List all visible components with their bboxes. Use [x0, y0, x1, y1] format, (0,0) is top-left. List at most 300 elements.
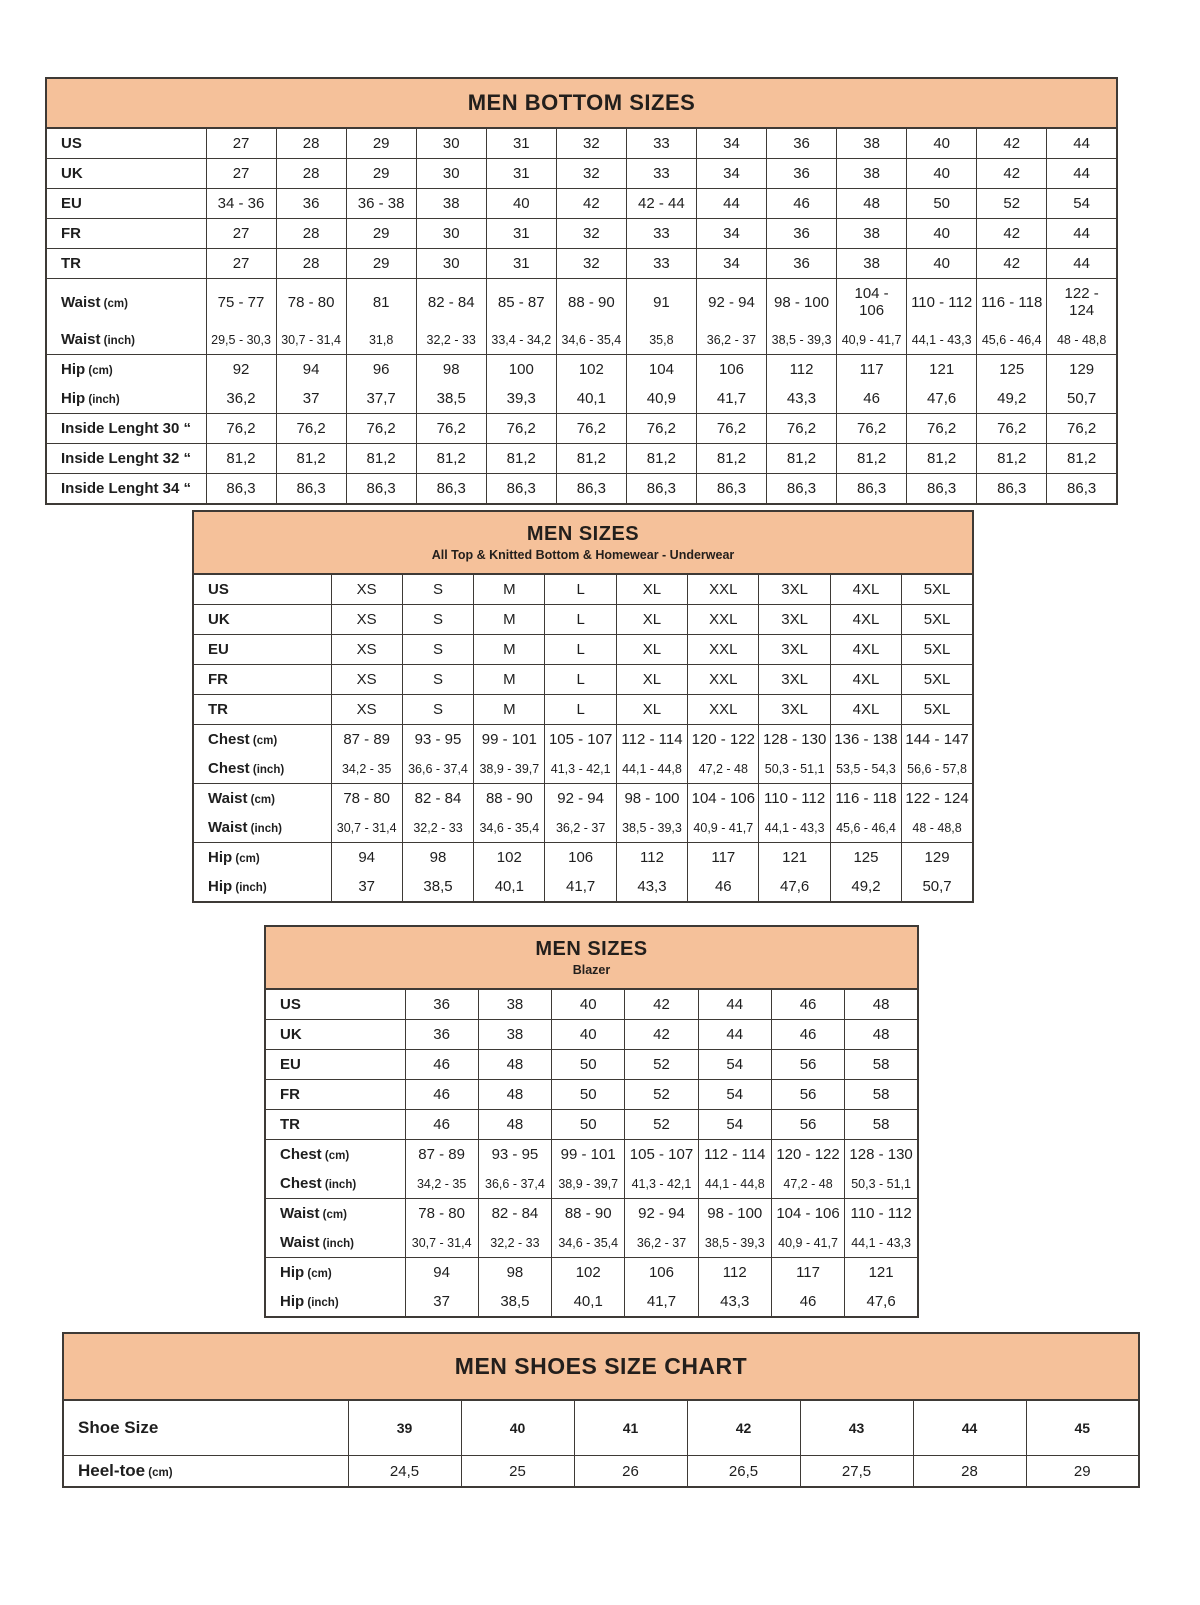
table-row	[265, 1199, 918, 1229]
cell-value: 94	[276, 355, 346, 385]
cell-value: 94	[331, 843, 402, 873]
cell-value: 117	[688, 843, 759, 873]
row-label-unit: (inch)	[232, 882, 267, 894]
table-title-text: MEN BOTTOM SIZES	[467, 90, 696, 115]
cell-value: 28	[913, 1456, 1026, 1488]
cell-value: 27	[206, 128, 276, 159]
table-title	[265, 926, 918, 989]
cell-value: 76,2	[556, 414, 626, 444]
cell-value: 116 - 118	[977, 279, 1047, 326]
table-row	[193, 843, 973, 873]
cell-value: 50,3 - 51,1	[845, 1169, 918, 1199]
cell-value: 48	[837, 189, 907, 219]
cell-value: 42	[977, 128, 1047, 159]
cell-value: 28	[276, 249, 346, 279]
cell-value: 4XL	[830, 665, 901, 695]
cell-value: XL	[616, 695, 687, 725]
cell-value: 36	[767, 249, 837, 279]
cell-value: 43,3	[767, 384, 837, 414]
cell-value: 112 - 114	[698, 1140, 771, 1170]
cell-value: 38,9 - 39,7	[552, 1169, 625, 1199]
cell-value: 81,2	[556, 444, 626, 474]
row-label-text: UK	[208, 611, 230, 628]
cell-value: 88 - 90	[556, 279, 626, 326]
cell-value: M	[474, 574, 545, 605]
cell-value: 98	[402, 843, 473, 873]
cell-value: 4XL	[830, 574, 901, 605]
cell-value: L	[545, 665, 616, 695]
cell-value: 40,1	[474, 872, 545, 902]
table-subtitle-text: All Top & Knitted Bottom & Homewear - Underwear	[431, 548, 735, 562]
cell-value: 58	[845, 1110, 918, 1140]
cell-value: 81,2	[276, 444, 346, 474]
table-row	[265, 1020, 918, 1050]
row-label-unit: (cm)	[321, 1150, 350, 1162]
cell-value: 86,3	[276, 474, 346, 505]
cell-value: 76,2	[696, 414, 766, 444]
cell-value: 94	[405, 1258, 478, 1288]
row-label	[265, 1228, 405, 1258]
cell-value: 43	[800, 1400, 913, 1456]
table-row	[63, 1400, 1139, 1456]
cell-value: 78 - 80	[405, 1199, 478, 1229]
cell-value: 28	[276, 219, 346, 249]
row-label	[46, 325, 206, 355]
cell-value: 112	[616, 843, 687, 873]
cell-value: 40	[907, 219, 977, 249]
cell-value: 27	[206, 249, 276, 279]
cell-value: 86,3	[206, 474, 276, 505]
cell-value: 144 - 147	[902, 725, 973, 755]
cell-value: 42	[625, 989, 698, 1020]
cell-value: 44,1 - 43,3	[907, 325, 977, 355]
row-label	[193, 605, 331, 635]
cell-value: 122 - 124	[902, 784, 973, 814]
cell-value: S	[402, 635, 473, 665]
cell-value: L	[545, 635, 616, 665]
cell-value: 46	[405, 1110, 478, 1140]
cell-value: 93 - 95	[402, 725, 473, 755]
row-label-unit: (cm)	[319, 1209, 347, 1221]
cell-value: 125	[977, 355, 1047, 385]
cell-value: 76,2	[206, 414, 276, 444]
cell-value: 49,2	[830, 872, 901, 902]
cell-value: 36 - 38	[346, 189, 416, 219]
cell-value: XS	[331, 665, 402, 695]
cell-value: 82 - 84	[402, 784, 473, 814]
cell-value: 38	[837, 219, 907, 249]
cell-value: 120 - 122	[771, 1140, 844, 1170]
cell-value: 36,6 - 37,4	[478, 1169, 551, 1199]
cell-value: L	[545, 574, 616, 605]
cell-value: 29	[346, 249, 416, 279]
cell-value: 37	[276, 384, 346, 414]
row-label	[193, 635, 331, 665]
cell-value: 34	[696, 249, 766, 279]
cell-value: 48	[478, 1110, 551, 1140]
table-row	[193, 813, 973, 843]
table-row	[46, 219, 1117, 249]
cell-value: 85 - 87	[486, 279, 556, 326]
table-title	[63, 1333, 1139, 1400]
table-row	[265, 1228, 918, 1258]
cell-value: 5XL	[902, 635, 973, 665]
cell-value: 129	[1047, 355, 1117, 385]
cell-value: 102	[552, 1258, 625, 1288]
table-row	[193, 754, 973, 784]
row-label-text: Chest	[280, 1146, 322, 1163]
cell-value: 45,6 - 46,4	[977, 325, 1047, 355]
row-label-text: Hip	[280, 1264, 305, 1281]
cell-value: 44	[913, 1400, 1026, 1456]
cell-value: 40,9	[626, 384, 696, 414]
cell-value: S	[402, 695, 473, 725]
row-label-text: Waist	[61, 331, 101, 348]
cell-value: 5XL	[902, 695, 973, 725]
row-label-text: FR	[208, 671, 228, 688]
cell-value: 33	[626, 128, 696, 159]
cell-value: 40	[907, 249, 977, 279]
row-label	[46, 189, 206, 219]
cell-value: 42	[977, 249, 1047, 279]
row-label-text: FR	[61, 225, 81, 242]
cell-value: 36	[405, 1020, 478, 1050]
cell-value: 47,6	[759, 872, 830, 902]
cell-value: 50,7	[1047, 384, 1117, 414]
cell-value: 82 - 84	[478, 1199, 551, 1229]
cell-value: 125	[830, 843, 901, 873]
cell-value: 4XL	[830, 605, 901, 635]
row-label	[46, 384, 206, 414]
cell-value: 36,2 - 37	[625, 1228, 698, 1258]
cell-value: 112	[767, 355, 837, 385]
cell-value: 120 - 122	[688, 725, 759, 755]
row-label	[265, 1110, 405, 1140]
cell-value: 40,9 - 41,7	[688, 813, 759, 843]
cell-value: 30,7 - 31,4	[331, 813, 402, 843]
cell-value: 48	[478, 1080, 551, 1110]
row-label-text: Hip	[280, 1293, 305, 1310]
cell-value: 99 - 101	[474, 725, 545, 755]
cell-value: 117	[837, 355, 907, 385]
row-label	[46, 219, 206, 249]
table-row	[46, 249, 1117, 279]
table-row	[265, 1287, 918, 1317]
row-label-text: Hip	[61, 361, 86, 378]
cell-value: 38,5	[402, 872, 473, 902]
cell-value: 31	[486, 128, 556, 159]
cell-value: 121	[907, 355, 977, 385]
table-row	[46, 325, 1117, 355]
row-label-text: Inside Lenght 32 “	[61, 450, 192, 467]
table-row	[46, 474, 1117, 505]
row-label-unit: (cm)	[100, 297, 128, 310]
cell-value: 38,5 - 39,3	[698, 1228, 771, 1258]
row-label	[265, 1169, 405, 1199]
men-sizes-blazer-table-grid	[264, 925, 919, 1318]
cell-value: M	[474, 605, 545, 635]
cell-value: 43,3	[616, 872, 687, 902]
cell-value: 46	[405, 1080, 478, 1110]
cell-value: 102	[474, 843, 545, 873]
cell-value: 47,6	[845, 1287, 918, 1317]
row-label-text: EU	[280, 1056, 301, 1073]
cell-value: 54	[1047, 189, 1117, 219]
cell-value: S	[402, 574, 473, 605]
table-row	[46, 189, 1117, 219]
cell-value: 86,3	[346, 474, 416, 505]
cell-value: 50	[552, 1110, 625, 1140]
cell-value: 38	[837, 249, 907, 279]
men-shoes-size-chart-table-grid	[62, 1332, 1140, 1488]
cell-value: 76,2	[907, 414, 977, 444]
cell-value: 36,2	[206, 384, 276, 414]
cell-value: 44	[698, 1020, 771, 1050]
cell-value: 36,2 - 37	[545, 813, 616, 843]
table-row	[193, 665, 973, 695]
cell-value: L	[545, 695, 616, 725]
cell-value: 34,6 - 35,4	[556, 325, 626, 355]
row-label-unit: (inch)	[321, 1179, 357, 1191]
row-label-unit: (cm)	[304, 1268, 332, 1280]
row-label-text: Inside Lenght 30 “	[61, 420, 192, 437]
row-label-text: EU	[61, 195, 82, 212]
cell-value: 38	[478, 989, 551, 1020]
row-label-text: Hip	[208, 878, 233, 895]
row-label	[46, 474, 206, 505]
row-label	[46, 159, 206, 189]
cell-value: 106	[625, 1258, 698, 1288]
row-label-unit: (cm)	[247, 794, 275, 806]
cell-value: 29	[346, 219, 416, 249]
cell-value: 36	[276, 189, 346, 219]
cell-value: 129	[902, 843, 973, 873]
cell-value: 39,3	[486, 384, 556, 414]
cell-value: 92 - 94	[545, 784, 616, 814]
table-row	[46, 159, 1117, 189]
table-row	[46, 355, 1117, 385]
cell-value: 117	[771, 1258, 844, 1288]
cell-value: 100	[486, 355, 556, 385]
cell-value: 36	[767, 159, 837, 189]
cell-value: 86,3	[767, 474, 837, 505]
cell-value: 86,3	[626, 474, 696, 505]
cell-value: 46	[837, 384, 907, 414]
cell-value: 86,3	[696, 474, 766, 505]
cell-value: 40,9 - 41,7	[837, 325, 907, 355]
table-row	[193, 784, 973, 814]
cell-value: XL	[616, 605, 687, 635]
cell-value: 87 - 89	[405, 1140, 478, 1170]
cell-value: 81,2	[837, 444, 907, 474]
row-label-unit: (cm)	[249, 735, 278, 747]
cell-value: 44	[1047, 128, 1117, 159]
cell-value: 47,2 - 48	[688, 754, 759, 784]
table-subtitle-text: Blazer	[572, 963, 611, 977]
cell-value: 29,5 - 30,3	[206, 325, 276, 355]
cell-value: 33,4 - 34,2	[486, 325, 556, 355]
men-sizes-top-underwear-table	[192, 510, 974, 903]
cell-value: 76,2	[626, 414, 696, 444]
row-label	[193, 695, 331, 725]
cell-value: 76,2	[416, 414, 486, 444]
cell-value: 81,2	[206, 444, 276, 474]
row-label-text: UK	[280, 1026, 302, 1043]
cell-value: 44	[1047, 249, 1117, 279]
cell-value: 110 - 112	[845, 1199, 918, 1229]
row-label-text: Waist	[208, 819, 248, 836]
cell-value: 96	[346, 355, 416, 385]
cell-value: 56	[771, 1050, 844, 1080]
row-label-unit: (inch)	[249, 764, 285, 776]
cell-value: 35,8	[626, 325, 696, 355]
row-label	[193, 784, 331, 814]
cell-value: 27,5	[800, 1456, 913, 1488]
cell-value: 44	[698, 989, 771, 1020]
cell-value: 38	[478, 1020, 551, 1050]
cell-value: 48 - 48,8	[1047, 325, 1117, 355]
table-row	[193, 695, 973, 725]
cell-value: 104 - 106	[771, 1199, 844, 1229]
cell-value: 81,2	[626, 444, 696, 474]
cell-value: 46	[767, 189, 837, 219]
row-label	[193, 813, 331, 843]
cell-value: 52	[977, 189, 1047, 219]
row-label	[265, 1140, 405, 1170]
cell-value: 31	[486, 159, 556, 189]
cell-value: 98	[478, 1258, 551, 1288]
cell-value: 30,7 - 31,4	[276, 325, 346, 355]
cell-value: 104	[626, 355, 696, 385]
cell-value: 40,1	[556, 384, 626, 414]
cell-value: 87 - 89	[331, 725, 402, 755]
cell-value: 31	[486, 219, 556, 249]
row-label-text: Chest	[208, 731, 250, 748]
row-label-text: FR	[280, 1086, 300, 1103]
cell-value: 86,3	[556, 474, 626, 505]
cell-value: 48	[845, 989, 918, 1020]
row-label-unit: (inch)	[100, 335, 135, 347]
cell-value: 50,3 - 51,1	[759, 754, 830, 784]
cell-value: 46	[771, 989, 844, 1020]
row-label-text: Hip	[208, 849, 233, 866]
cell-value: 48	[845, 1020, 918, 1050]
row-label	[193, 843, 331, 873]
cell-value: 98 - 100	[698, 1199, 771, 1229]
cell-value: 46	[405, 1050, 478, 1080]
row-label-text: US	[61, 135, 82, 152]
cell-value: 36	[767, 219, 837, 249]
cell-value: 34	[696, 219, 766, 249]
row-label-unit: (inch)	[319, 1238, 354, 1250]
table-title-text: MEN SIZES	[535, 938, 648, 960]
cell-value: 81,2	[767, 444, 837, 474]
row-label-unit: (inch)	[304, 1297, 339, 1309]
cell-value: 32,2 - 33	[478, 1228, 551, 1258]
cell-value: 76,2	[486, 414, 556, 444]
row-label	[46, 128, 206, 159]
cell-value: 81,2	[416, 444, 486, 474]
cell-value: 98 - 100	[767, 279, 837, 326]
cell-value: 121	[845, 1258, 918, 1288]
cell-value: 110 - 112	[759, 784, 830, 814]
cell-value: 54	[698, 1050, 771, 1080]
cell-value: 82 - 84	[416, 279, 486, 326]
cell-value: 78 - 80	[276, 279, 346, 326]
cell-value: 29	[346, 128, 416, 159]
table-row	[63, 1456, 1139, 1488]
cell-value: 49,2	[977, 384, 1047, 414]
cell-value: 106	[696, 355, 766, 385]
row-label-text: Heel-toe	[78, 1461, 146, 1480]
row-label-text: TR	[208, 701, 228, 718]
cell-value: 86,3	[486, 474, 556, 505]
cell-value: 86,3	[1047, 474, 1117, 505]
cell-value: 46	[771, 1020, 844, 1050]
cell-value: 27	[206, 219, 276, 249]
cell-value: 58	[845, 1050, 918, 1080]
cell-value: 122 - 124	[1047, 279, 1117, 326]
cell-value: 76,2	[276, 414, 346, 444]
cell-value: 99 - 101	[552, 1140, 625, 1170]
cell-value: 36	[767, 128, 837, 159]
cell-value: 42	[977, 159, 1047, 189]
cell-value: 75 - 77	[206, 279, 276, 326]
row-label-unit: (inch)	[247, 823, 282, 835]
cell-value: 44	[1047, 159, 1117, 189]
cell-value: 30,7 - 31,4	[405, 1228, 478, 1258]
row-label-unit: (inch)	[85, 394, 120, 406]
cell-value: XXL	[688, 605, 759, 635]
cell-value: 39	[348, 1400, 461, 1456]
men-shoes-size-chart-table	[62, 1332, 1140, 1488]
men-sizes-top-underwear-table-grid	[192, 510, 974, 903]
cell-value: 104 - 106	[688, 784, 759, 814]
cell-value: 34,2 - 35	[405, 1169, 478, 1199]
cell-value: 38,5 - 39,3	[616, 813, 687, 843]
table-row	[265, 989, 918, 1020]
table-row	[46, 128, 1117, 159]
cell-value: 26,5	[687, 1456, 800, 1488]
cell-value: 32,2 - 33	[416, 325, 486, 355]
table-title	[193, 511, 973, 574]
cell-value: 40	[486, 189, 556, 219]
cell-value: 56	[771, 1080, 844, 1110]
cell-value: 27	[206, 159, 276, 189]
cell-value: 42	[687, 1400, 800, 1456]
cell-value: 58	[845, 1080, 918, 1110]
cell-value: 81,2	[977, 444, 1047, 474]
cell-value: 32,2 - 33	[402, 813, 473, 843]
cell-value: 32	[556, 249, 626, 279]
cell-value: 31,8	[346, 325, 416, 355]
row-label-text: Chest	[280, 1175, 322, 1192]
cell-value: 30	[416, 159, 486, 189]
row-label-unit: (cm)	[232, 853, 260, 865]
row-label-text: Shoe Size	[78, 1418, 159, 1437]
cell-value: 28	[276, 128, 346, 159]
cell-value: 34,6 - 35,4	[552, 1228, 625, 1258]
cell-value: 36	[405, 989, 478, 1020]
cell-value: 40	[461, 1400, 574, 1456]
row-label	[265, 1287, 405, 1317]
cell-value: 41,3 - 42,1	[625, 1169, 698, 1199]
cell-value: 25	[461, 1456, 574, 1488]
cell-value: 34	[696, 159, 766, 189]
cell-value: 112 - 114	[616, 725, 687, 755]
cell-value: 54	[698, 1110, 771, 1140]
row-label-text: Waist	[280, 1205, 320, 1222]
